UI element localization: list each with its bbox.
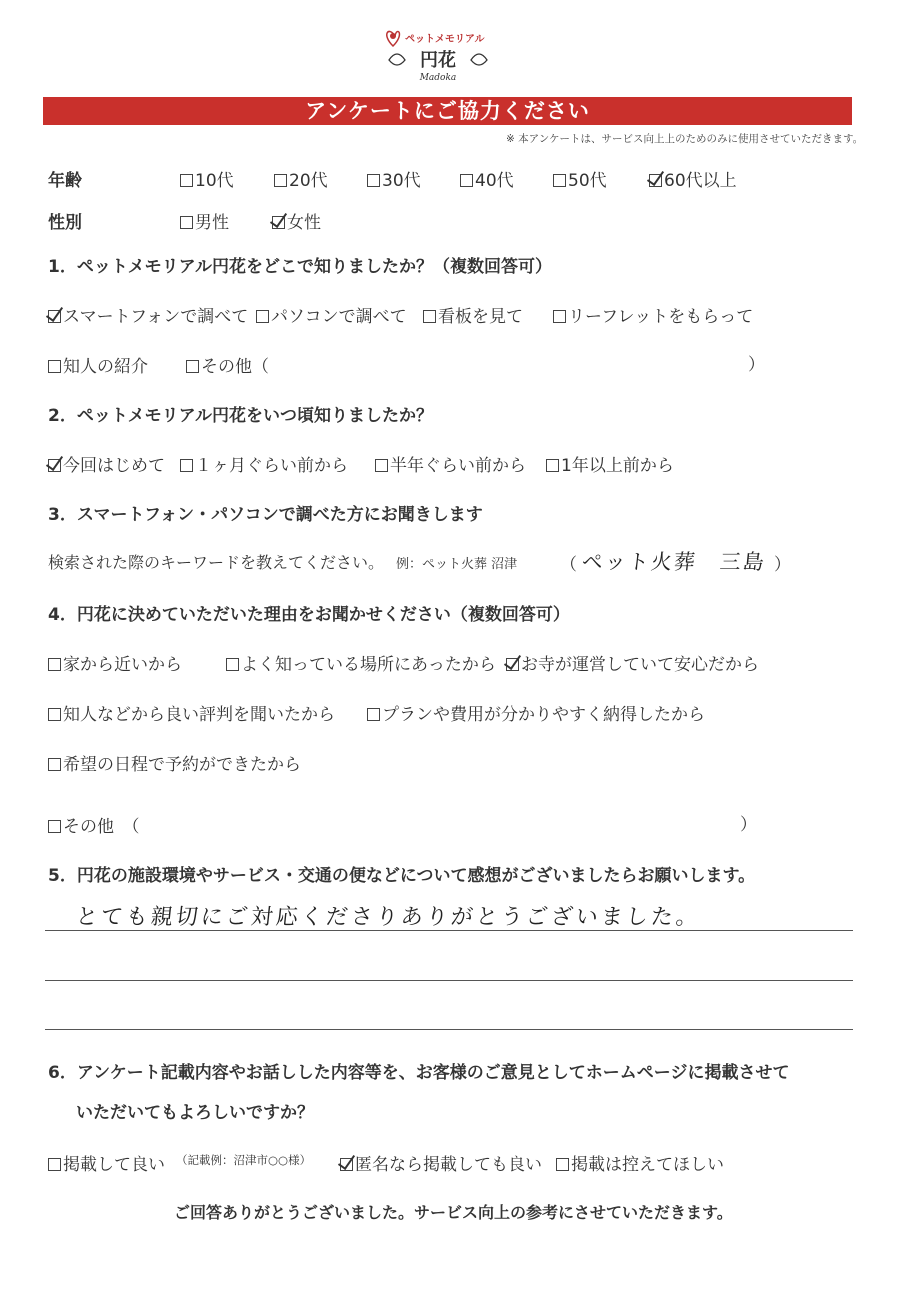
q6-option-1[interactable] <box>48 1150 165 1175</box>
survey-banner: アンケートにご協力ください <box>43 97 852 125</box>
q4-option-label: 家から近いから <box>63 655 182 675</box>
q1-option-3[interactable] <box>423 302 523 327</box>
logo-small-text: ペットメモリアル <box>405 34 485 45</box>
checkbox-checked-icon[interactable] <box>649 174 662 187</box>
age-option-label: 50代 <box>568 171 607 191</box>
q3-example: 例：ペット火葬 沼津 <box>396 557 518 572</box>
q4-option-1[interactable] <box>48 650 182 675</box>
usage-note: ※ 本アンケートは、サービス向上上のためのみに使用させていただきます。 <box>506 133 864 145</box>
q1-option-4[interactable] <box>553 302 753 327</box>
age-option-1[interactable] <box>180 166 234 191</box>
q1-option-label: リーフレットをもらって <box>568 307 754 327</box>
checkbox-icon[interactable] <box>48 658 61 671</box>
q4-option-3[interactable] <box>506 650 759 675</box>
comment-line-3 <box>45 1029 853 1030</box>
gender-option-2[interactable] <box>272 208 321 233</box>
q4-option-label: プランや費用が分かりやすく納得したから <box>382 705 705 725</box>
age-option-label: 20代 <box>289 171 328 191</box>
madoka-logo <box>383 22 493 84</box>
q2-option-label: 1年以上前から <box>561 456 674 476</box>
checkbox-checked-icon[interactable] <box>48 310 61 323</box>
checkbox-icon[interactable] <box>48 708 61 721</box>
logo-main-text: 円花 <box>420 50 456 71</box>
checkbox-icon[interactable] <box>48 1158 61 1171</box>
checkbox-icon[interactable] <box>186 360 199 373</box>
q1-option-label: スマートフォンで調べて <box>63 307 249 327</box>
gender-option-label: 女性 <box>287 213 321 233</box>
age-option-label: 30代 <box>382 171 421 191</box>
q5-title: 5．円花の施設環境やサービス・交通の便などについて感想がございましたらお願いします。 <box>48 866 756 886</box>
q1-option-5[interactable] <box>48 352 148 377</box>
checkbox-icon[interactable] <box>367 708 380 721</box>
q4-other-close: ） <box>740 815 757 835</box>
q4-option-label: その他 （ <box>63 817 140 837</box>
q2-option-4[interactable] <box>546 451 674 476</box>
age-option-label: 40代 <box>475 171 514 191</box>
q6-option-label: 掲載して良い <box>63 1155 165 1175</box>
q4-option-label: 知人などから良い評判を聞いたから <box>63 705 335 725</box>
q6-option-label: 匿名なら掲載しても良い <box>355 1155 542 1175</box>
checkbox-checked-icon[interactable] <box>272 216 285 229</box>
q6-title-line2: いただいてもよろしいですか？ <box>76 1103 314 1123</box>
q4-option-2[interactable] <box>226 650 496 675</box>
checkbox-icon[interactable] <box>375 459 388 472</box>
checkbox-icon[interactable] <box>423 310 436 323</box>
checkbox-checked-icon[interactable] <box>506 658 519 671</box>
checkbox-icon[interactable] <box>180 216 193 229</box>
age-option-label: 60代以上 <box>664 171 737 191</box>
age-option-6[interactable] <box>649 166 737 191</box>
thank-you-footer: ご回答ありがとうございました。サービス向上の参考にさせていただきます。 <box>174 1203 733 1222</box>
checkbox-icon[interactable] <box>180 459 193 472</box>
q1-option-label: その他（ <box>201 357 269 377</box>
checkbox-icon[interactable] <box>274 174 287 187</box>
q4-option-5[interactable] <box>367 700 705 725</box>
checkbox-icon[interactable] <box>553 310 566 323</box>
q1-option-6[interactable] <box>186 352 269 377</box>
q2-option-3[interactable] <box>375 451 526 476</box>
q1-title: 1．ペットメモリアル円花をどこで知りましたか？（複数回答可） <box>48 257 552 277</box>
q1-option-label: パソコンで調べて <box>271 307 407 327</box>
q6-example: （記載例：沼津市○○様） <box>176 1153 312 1167</box>
checkbox-icon[interactable] <box>553 174 566 187</box>
checkbox-icon[interactable] <box>48 360 61 373</box>
checkbox-checked-icon[interactable] <box>48 459 61 472</box>
q2-option-label: 今回はじめて <box>63 456 165 476</box>
q1-option-1[interactable] <box>48 302 248 327</box>
checkbox-icon[interactable] <box>460 174 473 187</box>
q1-option-label: 知人の紹介 <box>63 357 148 377</box>
q4-option-label: お寺が運営していて安心だから <box>521 655 759 675</box>
checkbox-icon[interactable] <box>48 758 61 771</box>
q4-option-label: 希望の日程で予約ができたから <box>63 755 301 775</box>
comment-line-2 <box>45 980 853 981</box>
gender-option-label: 男性 <box>195 213 229 233</box>
q4-title: 4．円花に決めていただいた理由をお聞かせください（複数回答可） <box>48 605 570 625</box>
checkbox-icon[interactable] <box>556 1158 569 1171</box>
q3-title: 3．スマートフォン・パソコンで調べた方にお聞きします <box>48 505 483 525</box>
q2-option-label: 半年ぐらい前から <box>390 456 526 476</box>
q2-title: 2．ペットメモリアル円花をいつ頃知りましたか？ <box>48 406 433 426</box>
q2-option-1[interactable] <box>48 451 165 476</box>
gender-label: 性別 <box>48 213 82 233</box>
q6-option-3[interactable] <box>556 1150 724 1175</box>
q6-option-label: 掲載は控えてほしい <box>571 1155 724 1175</box>
q3-prompt: 検索された際のキーワードを教えてください。 <box>48 553 385 572</box>
checkbox-icon[interactable] <box>48 820 61 833</box>
age-option-2[interactable] <box>274 166 328 191</box>
q5-comment-answer: とても親切にご対応くださりありがとうございました。 <box>74 905 703 930</box>
q3-close-paren: ） <box>774 555 791 575</box>
checkbox-icon[interactable] <box>226 658 239 671</box>
checkbox-icon[interactable] <box>546 459 559 472</box>
q1-option-2[interactable] <box>256 302 407 327</box>
q3-keyword-answer: ペット火葬 三島 <box>580 550 768 574</box>
q1-option-label: 看板を見て <box>438 307 523 327</box>
age-option-3[interactable] <box>367 166 421 191</box>
q2-option-label: １ヶ月ぐらい前から <box>195 456 348 476</box>
q4-option-4[interactable] <box>48 700 335 725</box>
checkbox-icon[interactable] <box>256 310 269 323</box>
gender-option-1[interactable] <box>180 208 229 233</box>
checkbox-icon[interactable] <box>367 174 380 187</box>
checkbox-checked-icon[interactable] <box>340 1158 353 1171</box>
comment-line-1 <box>45 930 853 931</box>
q3-open-paren: （ <box>560 555 577 575</box>
age-label: 年齢 <box>48 171 82 191</box>
q6-title-line1: 6．アンケート記載内容やお話しした内容等を、お客様のご意見としてホームページに掲載させて <box>48 1063 790 1083</box>
q4-option-label: よく知っている場所にあったから <box>241 655 496 675</box>
checkbox-icon[interactable] <box>180 174 193 187</box>
age-option-5[interactable] <box>553 166 607 191</box>
q6-option-2[interactable] <box>340 1150 542 1175</box>
age-option-label: 10代 <box>195 171 234 191</box>
age-option-4[interactable] <box>460 166 514 191</box>
logo-roman-text: Madoka <box>419 73 457 83</box>
q4-option-7[interactable] <box>48 812 140 837</box>
q4-option-6[interactable] <box>48 750 301 775</box>
q2-option-2[interactable] <box>180 451 348 476</box>
q1-other-close: ） <box>748 355 765 375</box>
